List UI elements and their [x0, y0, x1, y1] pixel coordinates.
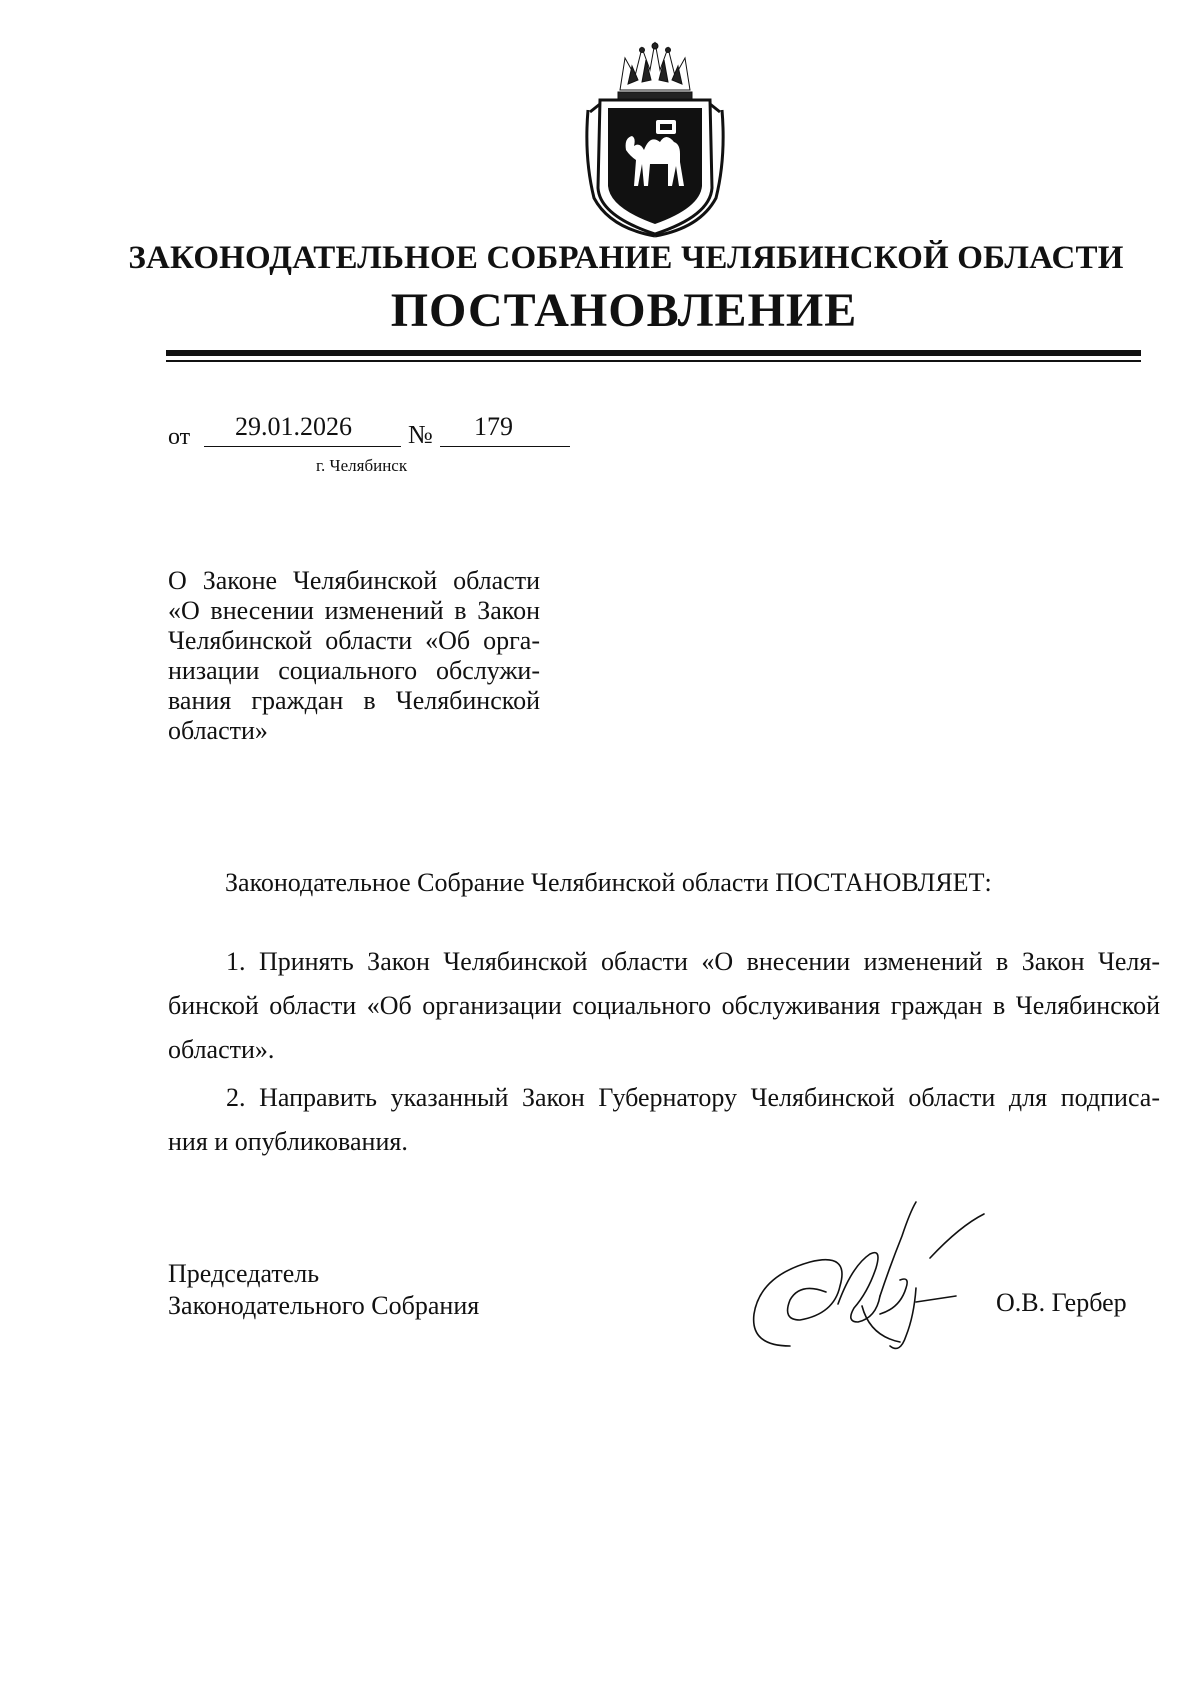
number-sign: №	[408, 420, 433, 449]
number-underline	[440, 446, 570, 447]
document-type-title: ПОСТАНОВЛЕНИЕ	[390, 284, 858, 337]
subject-line: низации социального обслужи-	[168, 656, 540, 685]
subject-line: «О внесении изменений в Закон	[168, 596, 540, 625]
organization-title: ЗАКОНОДАТЕЛЬНОЕ СОБРАНИЕ ЧЕЛЯБИНСКОЙ ОБЛАСТИ	[128, 240, 1124, 276]
coat-of-arms-emblem	[580, 38, 730, 238]
subject-line: области»	[168, 716, 268, 745]
date-underline	[204, 446, 401, 447]
item-line: бинской области «Об организации социального обслуживания граждан в Челябинской	[168, 991, 1160, 1020]
city: г. Челябинск	[316, 456, 408, 475]
subject-line: О Законе Челябинской области	[168, 566, 540, 595]
preamble: Законодательное Собрание Челябинской области ПОСТАНОВЛЯЕТ:	[225, 868, 992, 897]
date-prefix: от	[168, 424, 191, 450]
document-number: 179	[474, 412, 513, 441]
header-rule-thick	[166, 350, 1141, 356]
item-line: области».	[168, 1035, 275, 1064]
header-rule-thin	[166, 360, 1141, 362]
item-line: 1. Принять Закон Челябинской области «О внесении изменений в Закон Челя-	[226, 947, 1160, 976]
subject-line: Челябинской области «Об орга-	[168, 626, 540, 655]
document-date: 29.01.2026	[235, 412, 352, 441]
signatory-position	[168, 1258, 479, 1322]
position-line: Председатель	[168, 1259, 320, 1288]
subject-line: вания граждан в Челябинской	[168, 686, 540, 715]
item-line: 2. Направить указанный Закон Губернатору Челябинской области для подписа-	[226, 1083, 1160, 1112]
item-line: ния и опубликования.	[168, 1127, 408, 1156]
document-subject	[168, 566, 540, 746]
position-line: Законодательного Собрания	[168, 1291, 480, 1320]
resolution-item-1	[168, 940, 1160, 1072]
signatory-name: О.В. Гербер	[996, 1288, 1127, 1317]
handwritten-signature	[730, 1196, 1000, 1366]
resolution-item-2	[168, 1076, 1160, 1164]
